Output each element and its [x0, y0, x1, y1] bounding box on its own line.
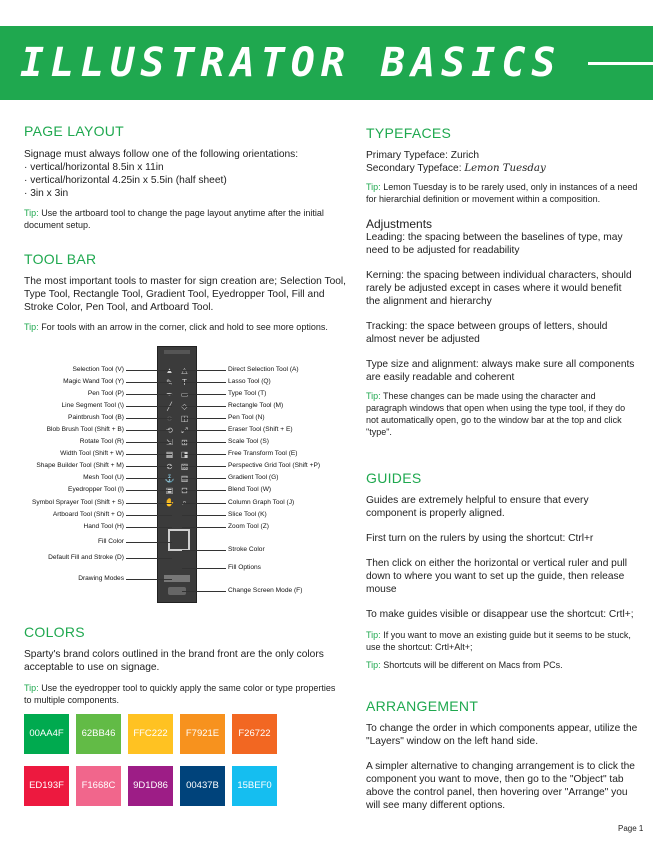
tool-icon[interactable]: ⇲: [166, 438, 173, 447]
color-swatch: F26722: [232, 714, 277, 754]
typefaces-section: [366, 125, 638, 438]
guides-pull: Then click on either the horizontal or vertical ruler and pull down to where you want to set up the guide, then release mouse: [366, 558, 628, 595]
leader-line: [126, 430, 172, 431]
tool-bar-tip: [24, 321, 346, 333]
left-tool-label: Magic Wand Tool (Y): [63, 378, 124, 385]
leader-line: [182, 568, 226, 569]
tool-icon[interactable]: ✒: [166, 390, 173, 399]
leader-line: [182, 406, 226, 407]
right-tool-label: Pen Tool (N): [228, 414, 265, 421]
orientation-item: · 3in x 3in: [24, 188, 69, 199]
guides-heading: GUIDES: [366, 470, 422, 486]
page-layout-section: [24, 123, 344, 231]
right-tool-label: Gradient Tool (G): [228, 474, 279, 481]
tip-label: Tip:: [366, 391, 381, 401]
tip-text: Use the artboard tool to change the page layout anytime after the initial document setup.: [24, 208, 324, 230]
fill-stroke-icon[interactable]: [168, 529, 190, 551]
tool-icon[interactable]: ◌: [167, 414, 172, 423]
leader-line: [126, 558, 172, 559]
right-tool-label: Eraser Tool (Shift + E): [228, 426, 293, 433]
tool-icon[interactable]: ◫: [180, 414, 189, 423]
right-tool-label: Rectangle Tool (M): [228, 402, 284, 409]
page-number: Page 1: [618, 824, 644, 833]
tool-bar-heading: TOOL BAR: [24, 251, 97, 267]
left-tool-label: Drawing Modes: [78, 575, 124, 582]
tool-icon[interactable]: T: [182, 378, 187, 387]
tool-icon[interactable]: ⌕: [182, 498, 187, 507]
tip-text: For tools with an arrow in the corner, click and hold to see more options.: [41, 322, 328, 332]
tool-icon[interactable]: ⟲: [166, 426, 173, 435]
left-tool-label: Symbol Sprayer Tool (Shift + S): [31, 499, 124, 506]
leader-line: [126, 503, 172, 504]
leader-line: [182, 382, 226, 383]
tool-icon[interactable]: ▣: [165, 486, 174, 495]
arrangement-section: [366, 698, 638, 812]
left-tool-label: Width Tool (Shift + W): [60, 450, 124, 457]
right-tool-label: Type Tool (T): [228, 390, 267, 397]
leader-line: [126, 382, 172, 383]
tip-label: Tip:: [24, 683, 39, 693]
leader-line: [126, 515, 172, 516]
right-tool-label: Direct Selection Tool (A): [228, 366, 299, 373]
color-swatch: 00AA4F: [24, 714, 69, 754]
leader-line: [182, 515, 226, 516]
tip-text: These changes can be made using the character and paragraph windows that open when using the type tool, if they do not automatically open, go to the window bar at the top and click "type".: [366, 391, 626, 437]
colors-tip: [24, 682, 344, 706]
tool-bar-section: [24, 251, 346, 333]
title-banner: [0, 26, 653, 100]
leader-line: [126, 370, 172, 371]
leader-line: [182, 394, 226, 395]
tracking-text: Tracking: the space between groups of letters, should almost never be adjusted: [366, 321, 608, 345]
tip-text: Lemon Tuesday is to be rarely used, only in instances of a need for hierarchial definition or movement within a composition.: [366, 182, 638, 204]
color-swatch: 9D1D86: [128, 766, 173, 806]
colors-section: [24, 624, 344, 706]
left-tool-label: Line Segment Tool (\): [61, 402, 124, 409]
color-swatch: 00437B: [180, 766, 225, 806]
left-tool-label: Selection Tool (V): [72, 366, 124, 373]
tool-icon[interactable]: ╱: [167, 402, 172, 411]
tool-icon[interactable]: ✋: [164, 498, 175, 507]
right-tool-label: Slice Tool (K): [228, 511, 267, 518]
left-tool-label: Eyedropper Tool (I): [68, 486, 124, 493]
tool-icon[interactable]: ⊞: [181, 438, 188, 447]
leader-line: [126, 466, 172, 467]
tip-label: Tip:: [24, 322, 39, 332]
left-tool-label: Blob Brush Tool (Shift + B): [46, 426, 124, 433]
leader-line: [126, 394, 172, 395]
right-tool-label: Lasso Tool (Q): [228, 378, 271, 385]
kerning-text: Kerning: the spacing between individual characters, should rarely be adjusted except in cases where it would benefit the alignment and hierarchy: [366, 270, 632, 307]
leader-line: [182, 418, 226, 419]
guides-tip-2: [366, 659, 638, 671]
leader-line: [126, 527, 172, 528]
tool-icon[interactable]: ▥: [180, 474, 189, 483]
tip-label: Tip:: [366, 660, 381, 670]
leader-line: [182, 478, 226, 479]
leading-text: Leading: the spacing between the baselines of type, may need to be adjusted for readability: [366, 232, 623, 256]
right-tool-label: Free Transform Tool (E): [228, 450, 298, 457]
leader-line: [182, 503, 226, 504]
page-layout-heading: PAGE LAYOUT: [24, 123, 125, 139]
toolbar-diagram: [22, 346, 342, 602]
tip-text: If you want to move an existing guide but it seems to be stuck, use the shortcut: Crtl+Alt+;: [366, 630, 631, 652]
leader-line: [182, 490, 226, 491]
leader-line: [126, 542, 172, 543]
left-tool-label: Hand Tool (H): [83, 523, 124, 530]
banner-rule: [588, 62, 653, 65]
right-tool-label: Fill Options: [228, 564, 261, 571]
left-tool-label: Paintbrush Tool (B): [68, 414, 124, 421]
tool-icon[interactable]: ✎: [166, 378, 173, 387]
left-tool-label: Pen Tool (P): [87, 390, 124, 397]
leader-line: [182, 430, 226, 431]
right-tool-label: Stroke Color: [228, 546, 265, 553]
tool-icon[interactable]: ▦: [165, 450, 174, 459]
tool-icon[interactable]: ⤢: [181, 426, 188, 435]
typefaces-heading: TYPEFACES: [366, 125, 452, 141]
color-swatch: FFC222: [128, 714, 173, 754]
page-layout-intro: Signage must always follow one of the following orientations:: [24, 149, 299, 160]
tip-label: Tip:: [366, 630, 381, 640]
leader-line: [126, 490, 172, 491]
right-tool-label: Change Screen Mode (F): [228, 587, 303, 594]
right-tool-label: Perspective Grid Tool (Shift +P): [228, 462, 321, 469]
tools-panel: [157, 346, 197, 603]
leader-line: [126, 406, 172, 407]
color-swatch: F1668C: [76, 766, 121, 806]
leader-line: [182, 454, 226, 455]
left-tool-label: Fill Color: [97, 538, 124, 545]
right-tool-label: Column Graph Tool (J): [228, 499, 295, 506]
leader-line: [182, 591, 226, 592]
tool-icon[interactable]: ⊘: [166, 462, 173, 471]
tool-icon[interactable]: △: [181, 366, 188, 375]
leader-line: [126, 454, 172, 455]
colors-heading: COLORS: [24, 624, 85, 640]
leader-line: [126, 478, 172, 479]
tool-icon[interactable]: ▨: [180, 462, 189, 471]
tool-icon[interactable]: ◨: [180, 450, 189, 459]
secondary-typeface: [366, 162, 638, 175]
left-tool-label: Artboard Tool (Shift + O): [52, 511, 124, 518]
left-tool-label: Shape Builder Tool (Shift + M): [36, 462, 124, 469]
primary-typeface: Primary Typeface: Zurich: [366, 150, 480, 161]
guides-rulers: First turn on the rulers by using the shortcut: Ctrl+r: [366, 533, 594, 544]
guides-intro: Guides are extremely helpful to ensure that every component is properly aligned.: [366, 495, 589, 519]
leader-line: [126, 442, 172, 443]
right-tool-label: Scale Tool (S): [228, 438, 269, 445]
type-size-text: Type size and alignment: always make sure all components are easily readable and coherent: [366, 359, 635, 383]
arrangement-layers: To change the order in which components appear, utilize the "Layers" window on the left hand side.: [366, 723, 638, 747]
tip-text: Use the eyedropper tool to quickly apply the same color or type properties to multiple components.: [24, 683, 336, 705]
tool-icon[interactable]: ▭: [180, 390, 189, 399]
secondary-typeface-name: Lemon Tuesday: [464, 163, 546, 174]
tool-icon[interactable]: ⊡: [181, 486, 188, 495]
page-layout-tip: [24, 207, 344, 231]
leader-line: [182, 466, 226, 467]
arrangement-object: A simpler alternative to changing arrangement is to click the component you want to move, then go to the "Object" tab above the control panel, then hovering over "Arrange" you will see many different options.: [366, 761, 635, 811]
colors-body: Sparty's brand colors outlined in the brand front are the only colors acceptable to use on signage.: [24, 649, 324, 673]
leader-line: [182, 550, 226, 551]
tool-icon[interactable]: ▲: [165, 366, 174, 375]
tip-label: Tip:: [366, 182, 381, 192]
guides-visibility: To make guides visible or disappear use the shortcut: Crtl+;: [366, 609, 634, 620]
typefaces-tip: [366, 181, 638, 205]
left-tool-label: Rotate Tool (R): [79, 438, 124, 445]
secondary-typeface-label: Secondary Typeface:: [366, 163, 462, 174]
tip-label: Tip:: [24, 208, 39, 218]
tool-icon[interactable]: ◇: [181, 402, 188, 411]
leader-line: [182, 370, 226, 371]
leader-line: [126, 579, 172, 580]
orientation-item: · vertical/horizontal 8.5in x 11in: [24, 162, 164, 173]
tool-icon[interactable]: ⚓: [164, 474, 175, 483]
leader-line: [182, 442, 226, 443]
arrangement-heading: ARRANGEMENT: [366, 698, 479, 714]
color-swatch: F7921E: [180, 714, 225, 754]
guides-section: [366, 470, 638, 671]
color-swatch: 62BB46: [76, 714, 121, 754]
left-tool-label: Mesh Tool (U): [83, 474, 124, 481]
right-tool-label: Zoom Tool (Z): [228, 523, 269, 530]
page-title: ILLUSTRATOR BASICS: [20, 40, 562, 86]
right-tool-label: Blend Tool (W): [228, 486, 272, 493]
guides-tip: [366, 629, 638, 653]
orientation-item: · vertical/horizontal 4.25in x 5.5in (half sheet): [24, 175, 227, 186]
adjustments-heading: Adjustments: [366, 217, 433, 231]
adjustments-tip: [366, 390, 638, 438]
panel-grip: [164, 350, 190, 354]
tip-text: Shortcuts will be different on Macs from PCs.: [383, 660, 563, 670]
leader-line: [126, 418, 172, 419]
color-swatch: ED193F: [24, 766, 69, 806]
tool-bar-body: The most important tools to master for sign creation are; Selection Tool, Type Tool, Rectangle Tool, Gradient Tool, Eyedropper Tool, Fill and Stroke Color, Pen Tool, and Artboard Tool.: [24, 276, 346, 313]
leader-line: [182, 527, 226, 528]
left-tool-label: Default Fill and Stroke (D): [48, 554, 124, 561]
color-swatch: 15BEF0: [232, 766, 277, 806]
